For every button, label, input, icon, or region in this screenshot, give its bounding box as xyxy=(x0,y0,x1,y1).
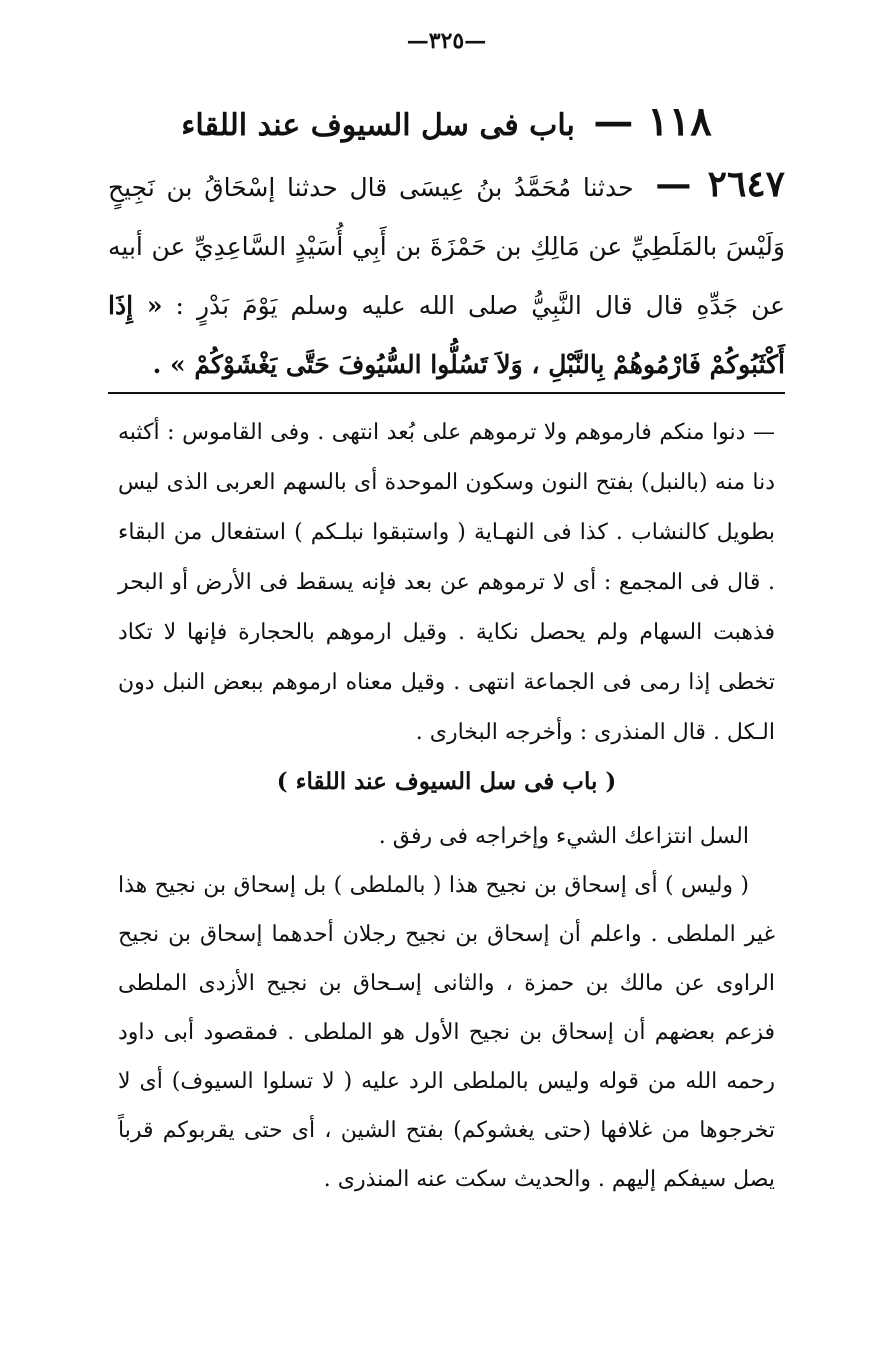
commentary-paragraph: السل انتزاعك الشيء وإخراجه فى رفق . xyxy=(378,824,749,849)
hadith-isnad: حدثنا مُحَمَّدُ بنُ عِيسَى قال حدثنا إسْحَاقُ بن نَجِيحٍ وَلَيْسَ بالمَلَطِيِّ عن مَالِكِ بن حَمْزَةَ بن أَبِي أُسَيْدٍ السَّاعِدِيِّ عن أبيه عن جَدِّهِ قال قال النَّبِيُّ صلى الله عليه وسلم يَوْمَ بَدْرٍ : xyxy=(108,173,786,320)
chapter-number: ١١٨ — xyxy=(593,98,712,145)
hadith-text xyxy=(108,155,785,394)
chapter-heading xyxy=(120,98,773,145)
footnote: — دنوا منكم فارموهم ولا ترموهم على بُعد انتهى . وفى القاموس : أكثبه دنا منه (بالنبل) بفتح النون وسكون الموحدة أى بالسهم العربى الذى ليس بطويل كالنشاب . كذا فى النهـاية ( واستبقوا نبلـكم ) استفعال من البقاء . قال فى المجمع : أى لا ترموهم عن بعد فإنه يسقط فى الأرض أو البحر فذهبت السهام ولم يحصل نكاية . وقيل ارموهم بالحجارة فإنها لا تكاد تخطى إذا رمى فى الجماعة انتهى . وقيل معناه ارموهم ببعض النبل دون الـكل . قال المنذرى : وأخرجه البخارى . xyxy=(118,420,775,745)
page-number: —٣٢٥— xyxy=(406,28,487,54)
chapter-title: باب فى سل السيوف عند اللقاء xyxy=(181,108,575,143)
commentary-paragraph: ( وليس ) أى إسحاق بن نجيح هذا ( بالملطى ) بل إسحاق بن نجيح هذا غير الملطى . واعلم أن إسحاق بن نجيح رجلان أحدهما إسحاق بن نجيح الراوى عن مالك بن حمزة ، والثانى إسـحاق بن نجيح الأزدى الملطى فزعم بعضهم أن إسحاق بن نجيح الأول هو الملطى . فمقصود أبى داود رحمه الله من قوله وليس بالملطى الرد عليه ( لا تسلوا السيوف) أى لا تخرجوها من غلافها (حتى يغشوكم) بفتح الشين ، أى حتى يقربوكم قرباً يصل سيفكم إليهم . والحديث سكت عنه المنذرى . xyxy=(118,873,775,1192)
hadith-number: ٢٦٤٧ — xyxy=(655,163,786,205)
hadith-matn: « إِذَا أَكْثَبُوكُمْ فَارْمُوهُمْ بِالنَّبْلِ ، وَلاَ تَسُلُّوا السُّيُوفَ حَتَّى يَغْشَوْكُمْ » . xyxy=(108,291,785,379)
commentary xyxy=(118,812,775,1204)
footnote-divider xyxy=(108,392,785,394)
commentary-title: ( باب فى سل السيوف عند اللقاء ) xyxy=(276,768,617,795)
